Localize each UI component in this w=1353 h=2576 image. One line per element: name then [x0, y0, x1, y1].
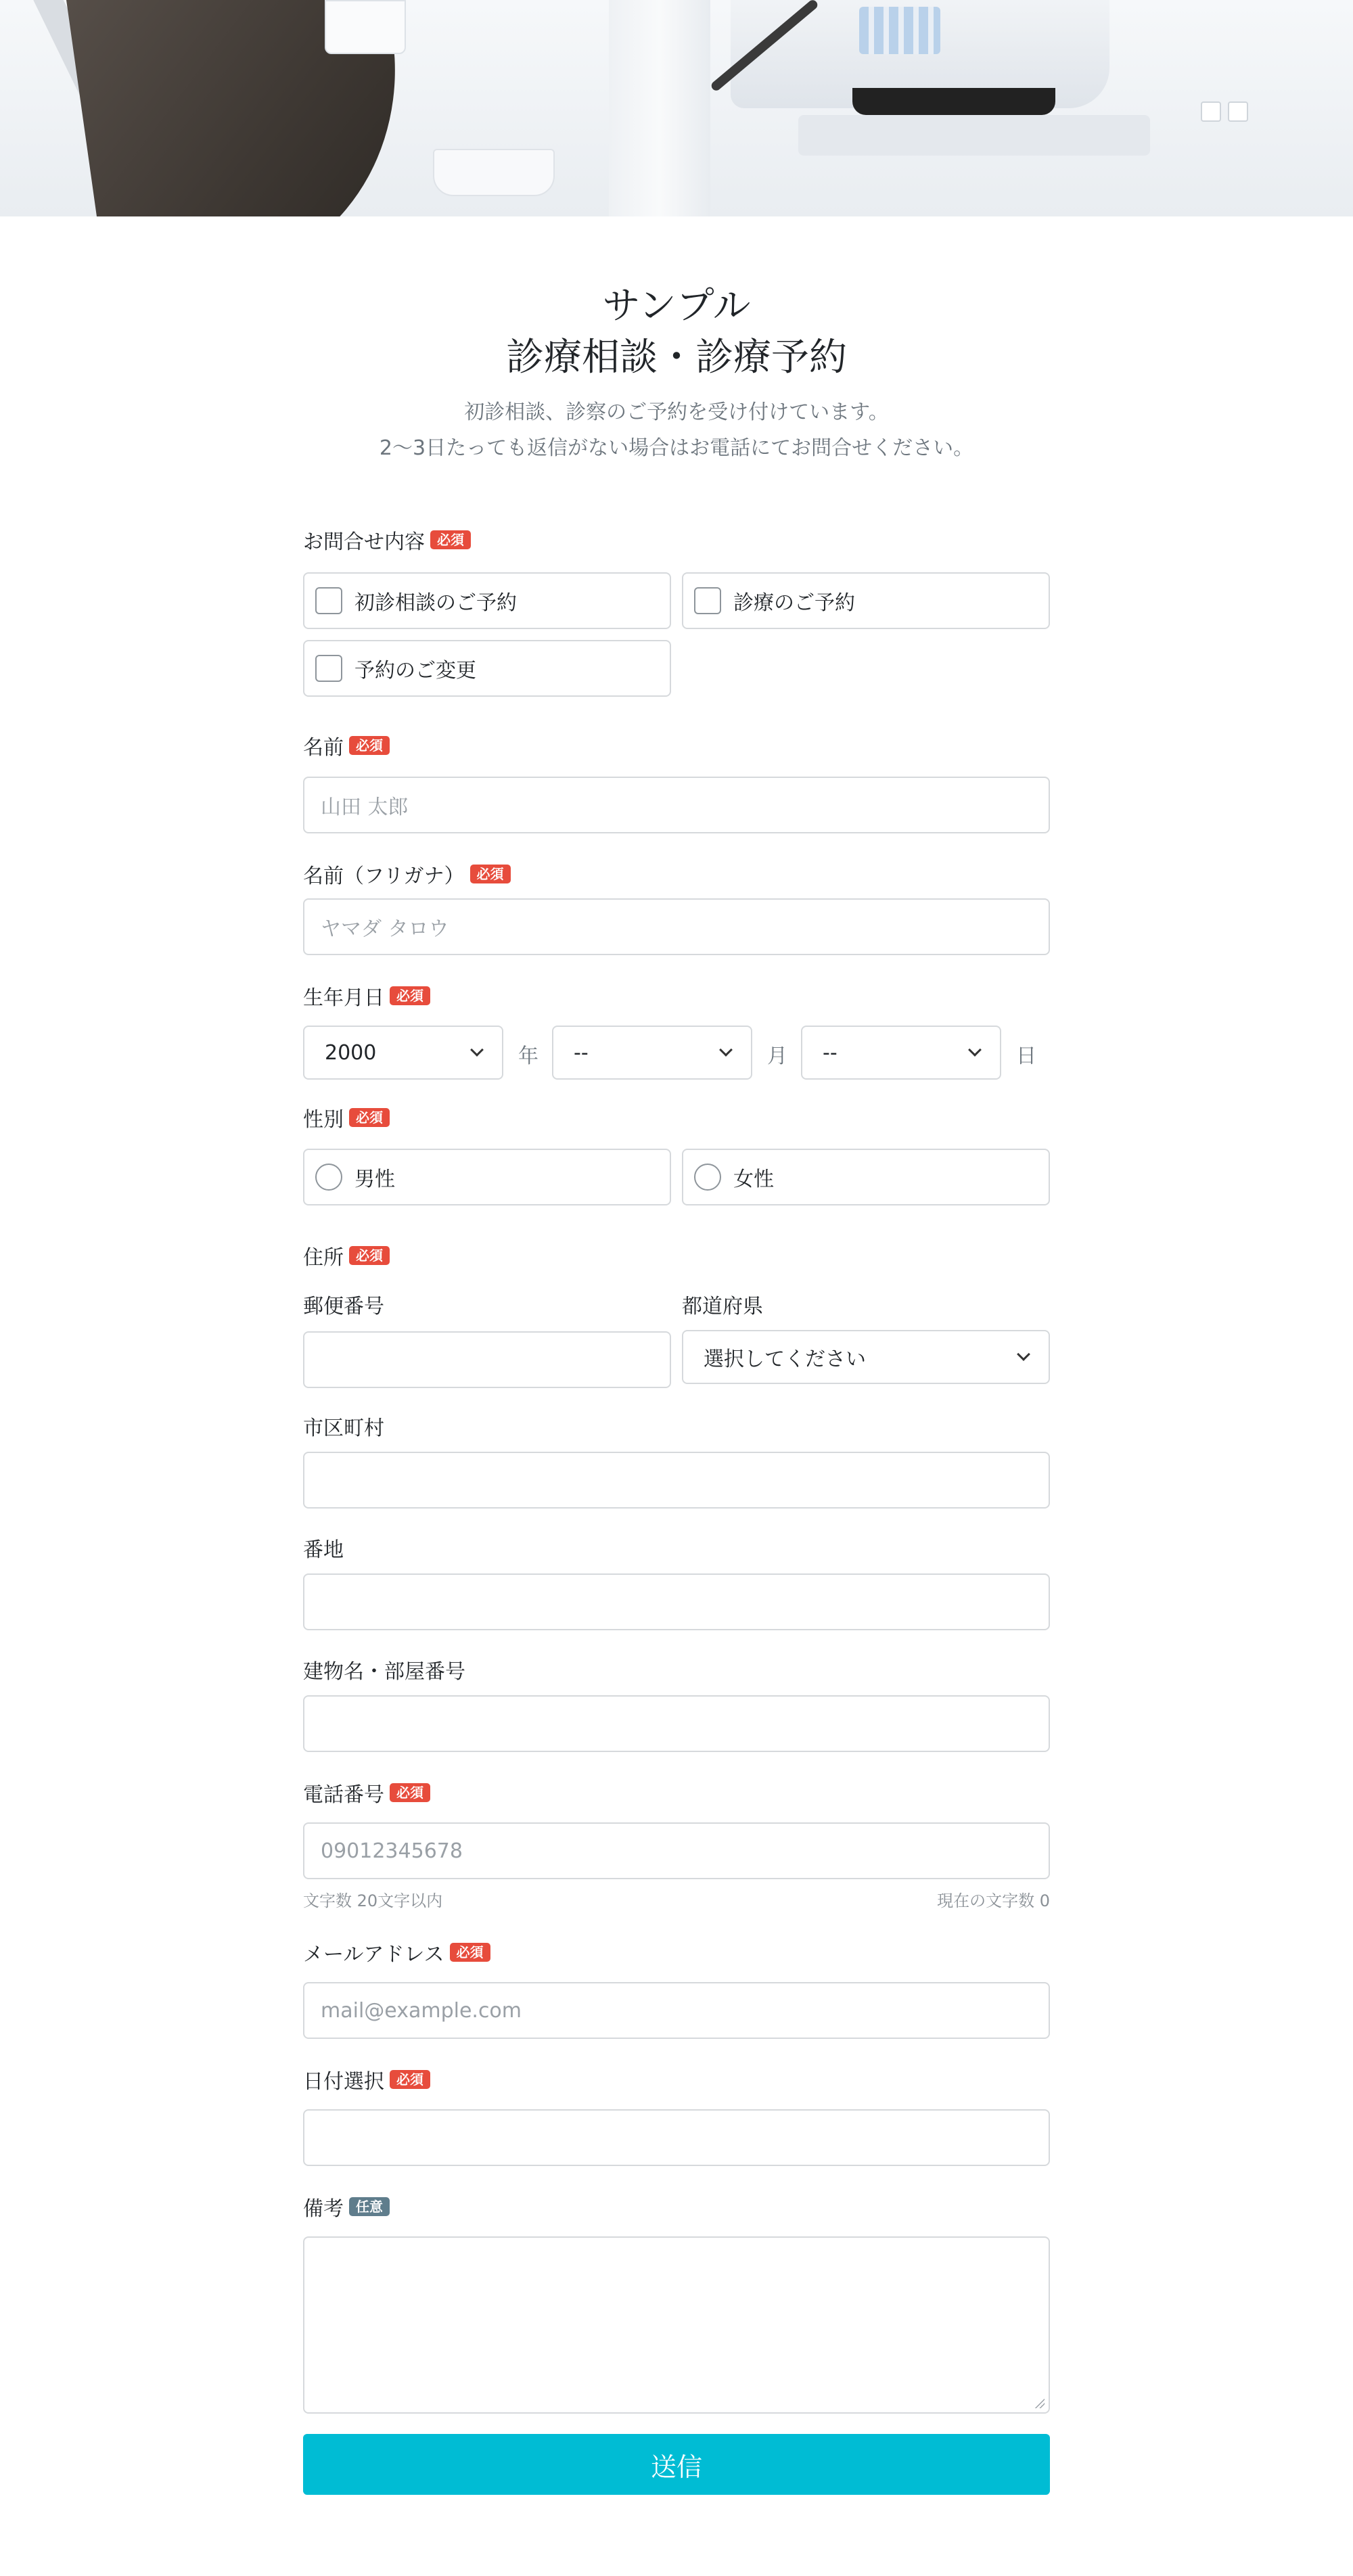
building-input[interactable]	[303, 1695, 1050, 1752]
name-label-text: 名前	[303, 736, 344, 760]
radio-icon[interactable]	[315, 1164, 342, 1191]
phone-label	[303, 1778, 430, 1808]
gender-label	[303, 1103, 390, 1132]
option-label: 女性	[733, 1168, 774, 1191]
hero-tray	[798, 115, 1150, 156]
form-lead	[303, 395, 1050, 466]
required-badge: 必須	[390, 1783, 430, 1802]
birth-label-text: 生年月日	[303, 986, 384, 1010]
birth-year-value: 2000	[325, 1040, 377, 1065]
email-input[interactable]	[303, 1982, 1050, 2039]
chevron-down-icon	[1017, 1348, 1030, 1361]
submit-button[interactable]: 送信	[303, 2434, 1050, 2495]
name-input[interactable]	[303, 777, 1050, 833]
chevron-down-icon	[719, 1043, 733, 1057]
city-input[interactable]	[303, 1452, 1050, 1509]
city-label: 市区町村	[303, 1417, 384, 1440]
email-placeholder: mail@example.com	[321, 1998, 522, 2023]
option-label: 診療のご予約	[733, 591, 855, 615]
form-title-line2: 診療相談・診療予約	[506, 335, 847, 380]
building-label: 建物名・部屋番号	[303, 1660, 465, 1684]
checkbox-icon[interactable]	[694, 587, 721, 614]
optional-badge: 任意	[349, 2197, 390, 2216]
email-label	[303, 1937, 490, 1967]
kana-input[interactable]	[303, 898, 1050, 955]
required-badge: 必須	[470, 865, 511, 883]
month-unit: 月	[767, 1044, 787, 1068]
street-label: 番地	[303, 1538, 344, 1562]
zip-label: 郵便番号	[303, 1295, 384, 1318]
notes-label	[303, 2192, 390, 2222]
street-input[interactable]	[303, 1573, 1050, 1630]
required-badge: 必須	[349, 1108, 390, 1127]
required-badge: 必須	[450, 1943, 490, 1962]
required-badge: 必須	[349, 1246, 390, 1265]
name-placeholder: 山田 太郎	[321, 796, 409, 819]
kana-label	[303, 859, 511, 889]
hero-tray-shadow	[852, 88, 1055, 115]
birth-month-value: --	[574, 1040, 589, 1065]
phone-input[interactable]	[303, 1822, 1050, 1879]
phone-count-help: 現在の文字数 0	[937, 1891, 1050, 1910]
option-label: 男性	[354, 1168, 395, 1191]
pref-select[interactable]	[682, 1330, 1050, 1384]
address-label-text: 住所	[303, 1246, 344, 1270]
birth-year-select[interactable]	[303, 1026, 503, 1080]
email-label-text: メールアドレス	[303, 1943, 444, 1967]
address-label	[303, 1241, 390, 1270]
birth-day-select[interactable]	[801, 1026, 1001, 1080]
pref-label: 都道府県	[682, 1295, 763, 1318]
kana-label-text: 名前（フリガナ）	[303, 865, 465, 888]
required-badge: 必須	[430, 530, 471, 549]
kana-placeholder: ヤマダ タロウ	[321, 917, 449, 941]
option-label: 予約のご変更	[354, 659, 476, 683]
inquiry-label	[303, 525, 471, 555]
gender-option-female[interactable]	[682, 1149, 1050, 1205]
required-badge: 必須	[390, 2070, 430, 2089]
phone-label-text: 電話番号	[303, 1783, 384, 1807]
notes-label-text: 備考	[303, 2197, 344, 2221]
date-label-text: 日付選択	[303, 2070, 384, 2094]
radio-icon[interactable]	[694, 1164, 721, 1191]
inquiry-option-change[interactable]	[303, 640, 671, 697]
required-badge: 必須	[390, 986, 430, 1005]
pref-value: 選択してください	[704, 1348, 866, 1371]
name-label	[303, 731, 390, 760]
hero-keypad	[859, 7, 940, 54]
hero-outlet	[1228, 101, 1248, 122]
birth-month-select[interactable]	[552, 1026, 752, 1080]
zip-input[interactable]	[303, 1331, 671, 1388]
date-input[interactable]	[303, 2109, 1050, 2166]
hero-sink	[433, 149, 555, 196]
lead-line1: 初診相談、診察のご予約を受け付けています。	[464, 400, 889, 425]
day-unit: 日	[1016, 1044, 1036, 1068]
gender-label-text: 性別	[303, 1108, 344, 1132]
checkbox-icon[interactable]	[315, 655, 342, 682]
hero-pillar	[609, 0, 710, 216]
gender-option-male[interactable]	[303, 1149, 671, 1205]
required-badge: 必須	[349, 736, 390, 755]
phone-limit-help: 文字数 20文字以内	[303, 1891, 443, 1910]
hero-outlet	[1201, 101, 1221, 122]
chevron-down-icon	[470, 1043, 484, 1057]
resize-handle-icon[interactable]	[1034, 2397, 1045, 2408]
date-label	[303, 2065, 430, 2094]
checkbox-icon[interactable]	[315, 587, 342, 614]
inquiry-option-treatment[interactable]	[682, 572, 1050, 629]
phone-placeholder: 09012345678	[321, 1839, 463, 1863]
notes-textarea[interactable]	[303, 2236, 1050, 2414]
year-unit: 年	[518, 1044, 538, 1068]
form-container	[303, 216, 1050, 466]
hero-image	[0, 0, 1353, 216]
hero-wall-panel	[325, 0, 406, 54]
lead-line2: 2〜3日たっても返信がない場合はお電話にてお問合せください。	[379, 436, 974, 460]
inquiry-option-first-consult[interactable]	[303, 572, 671, 629]
birth-label	[303, 981, 430, 1011]
inquiry-label-text: お問合せ内容	[303, 530, 425, 554]
birth-day-value: --	[823, 1040, 838, 1065]
chevron-down-icon	[968, 1043, 982, 1057]
option-label: 初診相談のご予約	[354, 591, 517, 615]
form-title-line1: サンプル	[602, 284, 751, 328]
